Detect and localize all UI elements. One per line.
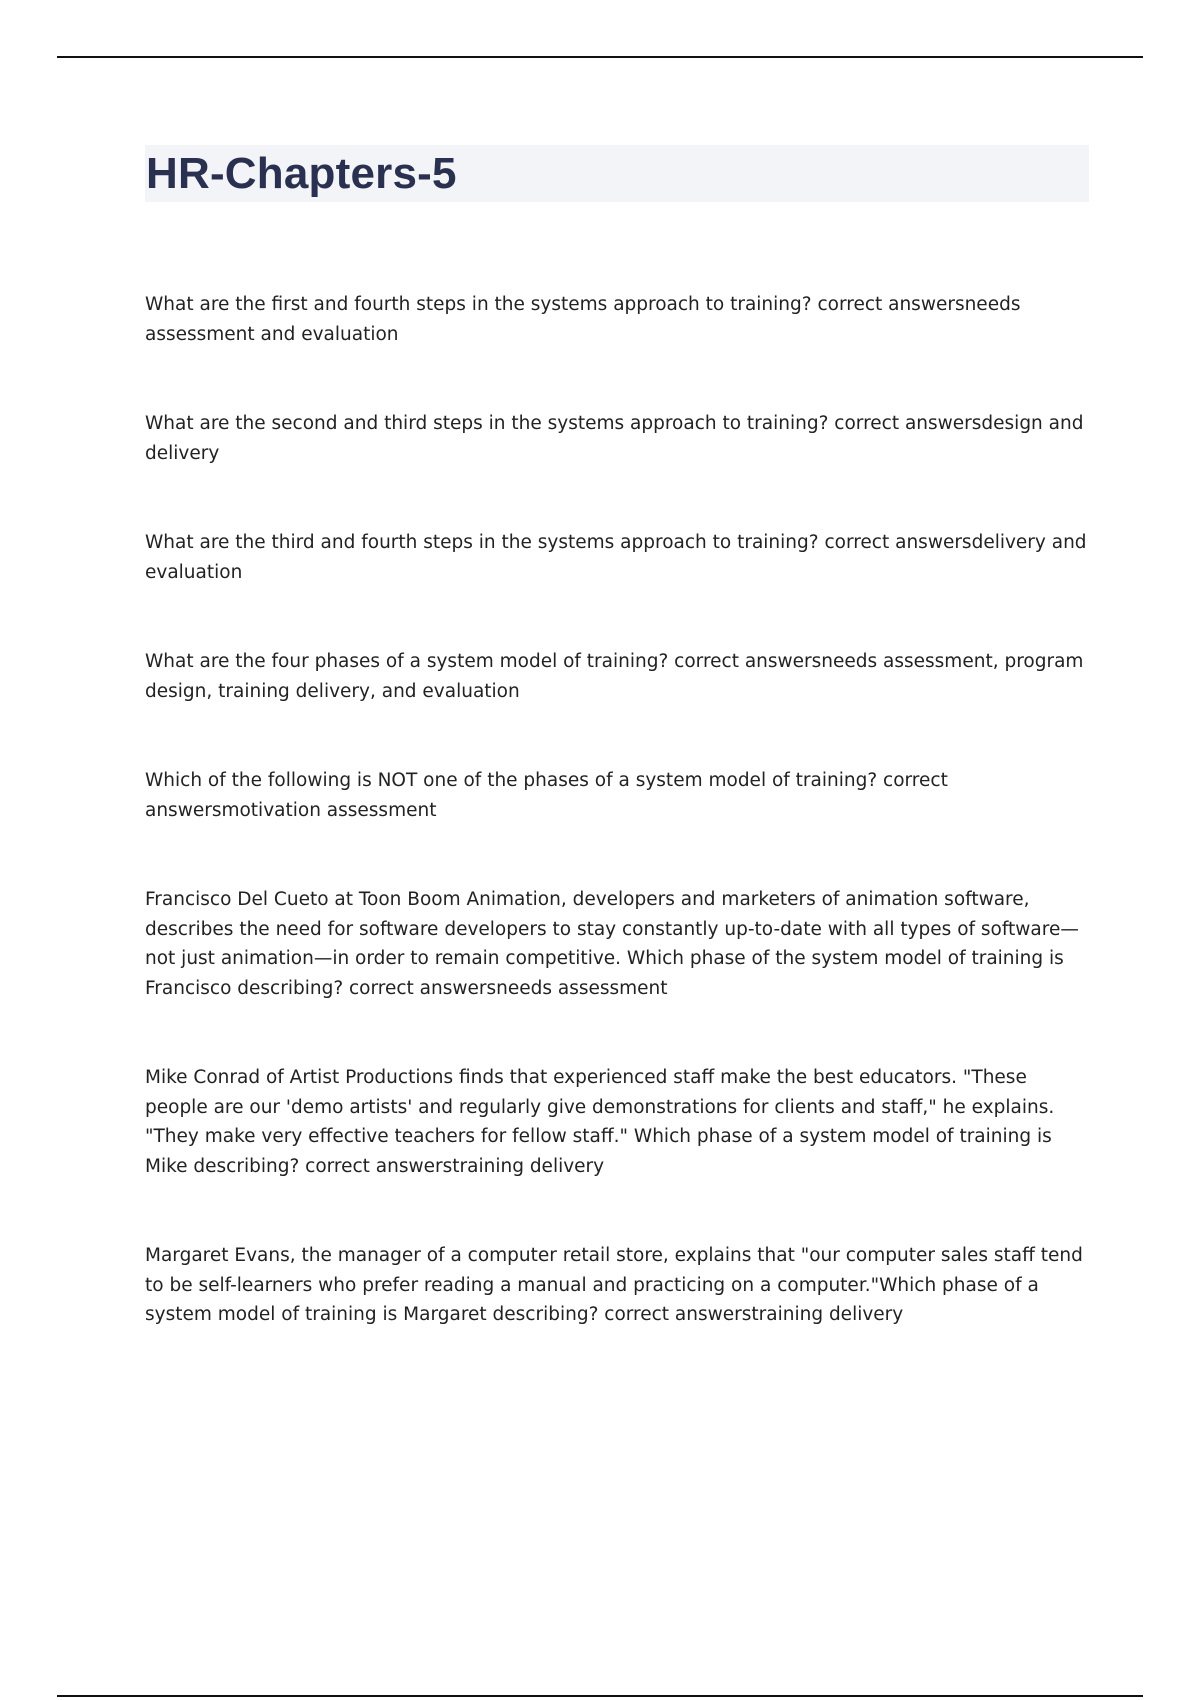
qa-item: What are the first and fourth steps in the systems approach to training? correct answersneeds assessment and evaluation (145, 294, 1021, 345)
qa-item: Which of the following is NOT one of the phases of a system model of training? correct answersmotivation assessment (145, 770, 948, 821)
qa-item: What are the four phases of a system model of training? correct answersneeds assessment, program design, training delivery, and evaluation (145, 651, 1084, 702)
qa-item: Mike Conrad of Artist Productions finds that experienced staff make the best educators. "These people are our 'demo artists' and regularly give demonstrations for clients and staff," he explains. "They make very effective teachers for fellow staff." Which phase of a system model of training is Mike describing? correct answerstraining delivery (145, 1067, 1055, 1177)
qa-item: Francisco Del Cueto at Toon Boom Animation, developers and marketers of animation software, describes the need for software developers to stay constantly up-to-date with all types of software—not just animation—in order to remain competitive. Which phase of the system model of training is Francisco describing? correct answersneeds assessment (145, 889, 1079, 999)
qa-item: What are the second and third steps in the systems approach to training? correct answersdesign and delivery (145, 413, 1084, 464)
qa-list (145, 290, 1090, 1390)
top-divider (57, 56, 1143, 58)
qa-item: Margaret Evans, the manager of a computer retail store, explains that "our computer sales staff tend to be self-learners who prefer reading a manual and practicing on a computer."Which phase of a system model of training is Margaret describing? correct answerstraining delivery (145, 1245, 1083, 1325)
bottom-divider (57, 1695, 1143, 1697)
page-title: HR-Chapters-5 (146, 149, 457, 198)
qa-item: What are the third and fourth steps in the systems approach to training? correct answersdelivery and evaluation (145, 532, 1087, 583)
